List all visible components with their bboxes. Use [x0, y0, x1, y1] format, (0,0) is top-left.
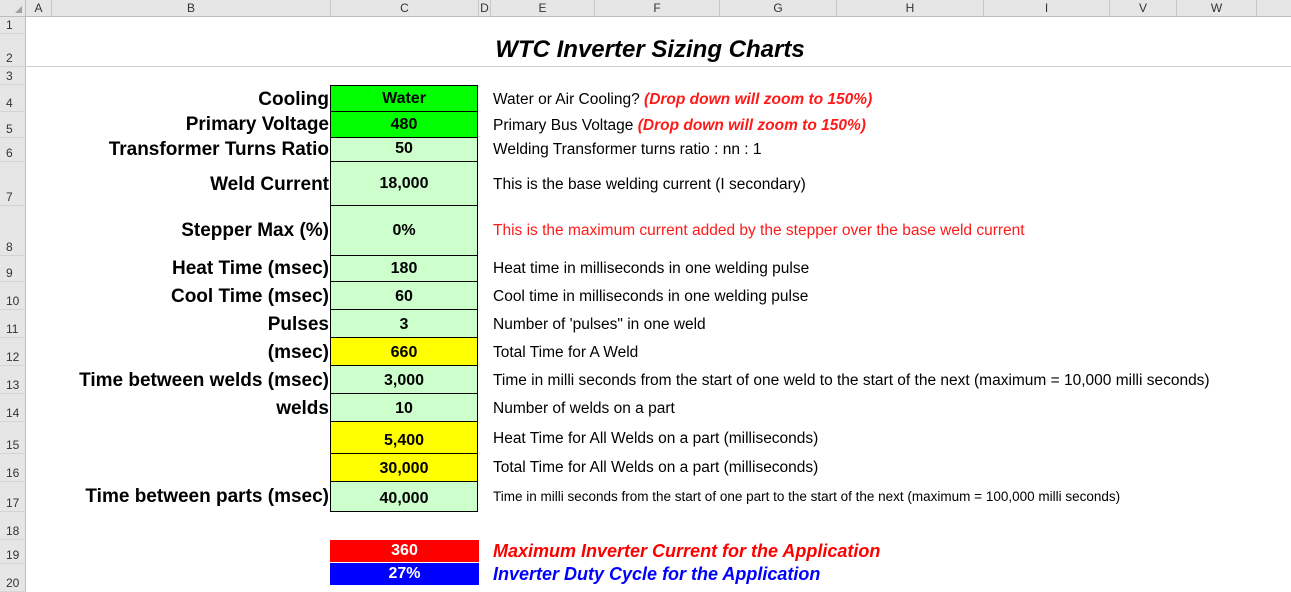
select-all-triangle-icon [15, 6, 22, 13]
row-header[interactable]: 9 [0, 256, 26, 282]
cooling-value-cell[interactable]: Water [330, 85, 478, 112]
inverter-duty-cycle-desc[interactable]: Inverter Duty Cycle for the Application [493, 564, 821, 584]
row-header[interactable]: 13 [0, 366, 26, 394]
desc-cool-time[interactable]: Cool time in milliseconds in one welding pulse [493, 288, 809, 305]
label-cooling[interactable]: Cooling [258, 89, 329, 110]
column-header-c[interactable]: C [331, 0, 479, 16]
title-underline [26, 66, 1291, 67]
desc-heat-time-all-welds[interactable]: Heat Time for All Welds on a part (milliseconds) [493, 430, 819, 447]
row-header[interactable]: 3 [0, 67, 26, 85]
column-header-w[interactable]: W [1177, 0, 1257, 16]
label-stepper-max[interactable]: Stepper Max (%) [181, 220, 329, 241]
weld-current-value-cell[interactable]: 18,000 [330, 162, 478, 206]
row-header[interactable]: 15 [0, 422, 26, 454]
row-header[interactable]: 16 [0, 454, 26, 482]
row-header[interactable]: 4 [0, 85, 26, 112]
column-header-bar [0, 0, 1291, 17]
desc-cooling-text: Water or Air Cooling? [493, 91, 645, 108]
row-header[interactable]: 19 [0, 540, 26, 564]
desc-cooling-note: (Drop down will zoom to 150%) [644, 91, 873, 108]
welds-value-cell[interactable]: 10 [330, 394, 478, 422]
heat-time-value-cell[interactable]: 180 [330, 256, 478, 282]
desc-primary-voltage-text: Primary Bus Voltage [493, 117, 638, 134]
desc-time-between-parts[interactable]: Time in milli seconds from the start of one part to the start of the next (maximum = 100,000 milli seconds) [493, 489, 1121, 504]
inverter-duty-cycle-cell[interactable]: 27% [330, 563, 479, 585]
label-time-between-parts[interactable]: Time between parts (msec) [85, 486, 329, 507]
max-inverter-current-desc[interactable]: Maximum Inverter Current for the Application [493, 541, 881, 561]
column-header-b[interactable]: B [52, 0, 331, 16]
label-cool-time[interactable]: Cool Time (msec) [170, 286, 329, 307]
desc-turns-ratio[interactable]: Welding Transformer turns ratio : nn : 1 [493, 141, 762, 158]
cool-time-value-cell[interactable]: 60 [330, 282, 478, 310]
row-header[interactable]: 6 [0, 138, 26, 162]
turns-ratio-value-cell[interactable]: 50 [330, 138, 478, 162]
row-header[interactable]: 17 [0, 482, 26, 512]
primary-voltage-value-cell[interactable]: 480 [330, 112, 478, 138]
desc-welds[interactable]: Number of welds on a part [493, 400, 675, 417]
pulses-value-cell[interactable]: 3 [330, 310, 478, 338]
row-header[interactable]: 18 [0, 512, 26, 540]
label-pulses[interactable]: Pulses [267, 314, 329, 335]
column-header-blank [1257, 0, 1291, 16]
max-inverter-current-cell[interactable]: 360 [330, 540, 479, 562]
desc-stepper-max[interactable]: This is the maximum current added by the stepper over the base weld current [493, 222, 1025, 239]
label-welds[interactable]: welds [276, 398, 329, 419]
column-header-g[interactable]: G [720, 0, 837, 16]
row-header[interactable]: 8 [0, 206, 26, 256]
desc-cooling[interactable] [493, 91, 872, 109]
column-header-e[interactable]: E [491, 0, 595, 16]
column-header-d[interactable]: D [479, 0, 491, 16]
heat-time-all-welds-value-cell[interactable]: 5,400 [330, 422, 478, 454]
desc-weld-current[interactable]: This is the base welding current (I secondary) [493, 176, 806, 193]
label-time-between-welds[interactable]: Time between welds (msec) [79, 370, 329, 391]
row-header[interactable]: 14 [0, 394, 26, 422]
row-header[interactable]: 1 [0, 17, 26, 34]
row-header[interactable]: 12 [0, 338, 26, 366]
sheet-title[interactable]: WTC Inverter Sizing Charts [495, 36, 805, 63]
desc-primary-voltage-note: (Drop down will zoom to 150%) [637, 117, 866, 134]
select-all-corner[interactable] [0, 0, 26, 16]
label-turns-ratio[interactable]: Transformer Turns Ratio [108, 139, 329, 160]
row-header[interactable]: 20 [0, 564, 26, 592]
row-header[interactable]: 11 [0, 310, 26, 338]
label-heat-time[interactable]: Heat Time (msec) [172, 258, 329, 279]
column-header-f[interactable]: F [595, 0, 720, 16]
label-primary-voltage[interactable]: Primary Voltage [185, 114, 329, 135]
row-header[interactable]: 10 [0, 282, 26, 310]
time-between-welds-value-cell[interactable]: 3,000 [330, 366, 478, 394]
time-between-parts-value-cell[interactable]: 40,000 [330, 482, 478, 512]
desc-weld-time[interactable]: Total Time for A Weld [493, 344, 639, 361]
total-time-all-welds-value-cell[interactable]: 30,000 [330, 454, 478, 482]
row-header[interactable]: 2 [0, 34, 26, 67]
desc-total-time-all-welds[interactable]: Total Time for All Welds on a part (milliseconds) [493, 459, 819, 476]
row-header[interactable]: 5 [0, 112, 26, 138]
weld-time-value-cell[interactable]: 660 [330, 338, 478, 366]
column-header-i[interactable]: I [984, 0, 1110, 16]
desc-primary-voltage[interactable] [493, 117, 866, 135]
row-header[interactable]: 7 [0, 162, 26, 206]
label-weld-current[interactable]: Weld Current [210, 174, 329, 195]
column-header-v[interactable]: V [1110, 0, 1177, 16]
column-header-a[interactable]: A [26, 0, 52, 16]
column-header-h[interactable]: H [837, 0, 984, 16]
desc-pulses[interactable]: Number of 'pulses" in one weld [493, 316, 706, 333]
stepper-max-value-cell[interactable]: 0% [330, 206, 478, 256]
desc-time-between-welds[interactable]: Time in milli seconds from the start of one weld to the start of the next (maximum = 10,000 milli seconds) [493, 372, 1210, 389]
label-weld-time[interactable]: (msec) [267, 342, 329, 363]
desc-heat-time[interactable]: Heat time in milliseconds in one welding pulse [493, 260, 810, 277]
